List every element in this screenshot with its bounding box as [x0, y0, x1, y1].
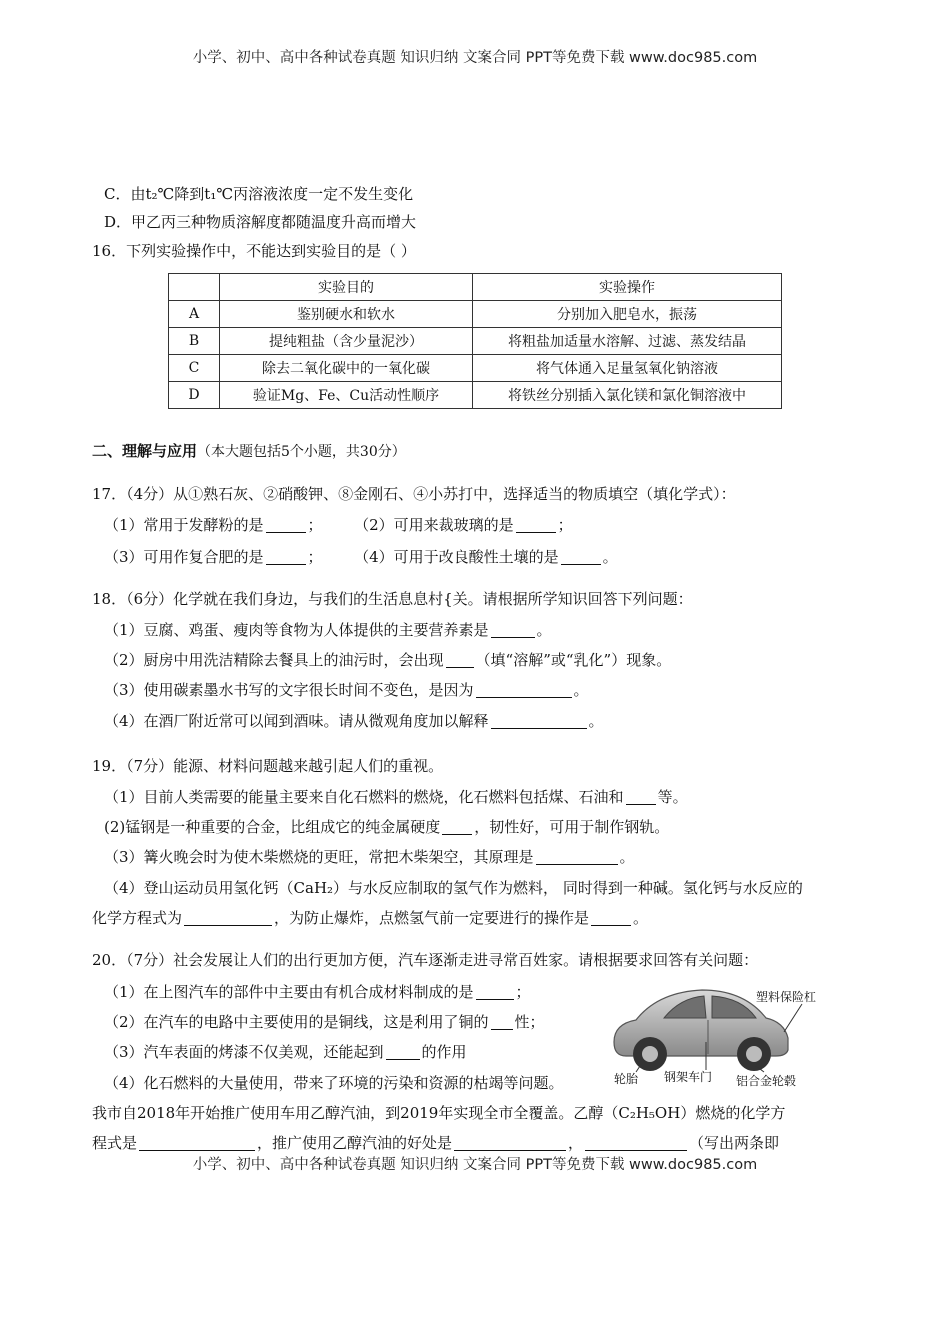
q20-stem: 20．（7分）社会发展让人们的出行更加方便，汽车逐渐走进寻常百姓家。请根据要求回答有关问题：: [92, 951, 759, 969]
table-cell: 将粗盐加适量水溶解、过滤、蒸发结晶: [473, 328, 782, 355]
table-cell: [169, 274, 220, 301]
answer-blank[interactable]: [585, 1135, 687, 1151]
label-bumper: 塑料保险杠: [756, 990, 817, 1004]
q18-part-2a: （2）厨房中用洗洁精除去餐具上的油污时，会出现: [104, 651, 444, 669]
table-row: [169, 355, 782, 382]
punct: ；: [307, 516, 323, 534]
q20-part-6a: 程式是: [92, 1134, 138, 1152]
table-row: [169, 301, 782, 328]
q18-part-1: （1）豆腐、鸡蛋、瘦肉等食物为人体提供的主要营养素是: [104, 621, 489, 639]
q20-part-1: （1）在上图汽车的部件中主要由有机合成材料制成的是: [104, 983, 474, 1001]
table-header-row: [169, 274, 782, 301]
section-2-title: 二、理解与应用: [92, 442, 198, 460]
punct: 。: [536, 621, 552, 639]
answer-blank[interactable]: [446, 652, 474, 668]
answer-blank[interactable]: [591, 910, 631, 926]
table-cell: 验证Mg、Fe、Cu活动性顺序: [220, 382, 473, 409]
q19-row-4: （4）登山运动员用氢化钙（CaH₂）与水反应制取的氢气作为燃料， 同时得到一种碱。氢化钙与水反应的: [104, 879, 803, 897]
answer-blank[interactable]: [561, 549, 601, 565]
answer-blank[interactable]: [516, 517, 556, 533]
q20-part-6c: ，: [568, 1134, 584, 1152]
q15-option-c: C．由t₂℃降到t₁℃丙溶液浓度一定不发生变化: [104, 185, 414, 203]
q19-part-3: （3）篝火晚会时为使木柴燃烧的更旺，常把木柴架空，其原理是: [104, 848, 534, 866]
label-wheel: 铝合金轮毂: [736, 1074, 797, 1088]
q19-part-2a: (2)锰钢是一种重要的合金，比组成它的纯金属硬度: [104, 818, 441, 836]
table-cell: A: [169, 301, 220, 328]
answer-blank[interactable]: [454, 1135, 566, 1151]
label-tire: 轮胎: [614, 1072, 639, 1086]
punct: 。: [619, 848, 635, 866]
table-cell: 分别加入肥皂水，振荡: [473, 301, 782, 328]
q19-part-1b: 等。: [657, 788, 688, 806]
section-2-note: （本大题包括5个小题，共30分）: [197, 444, 406, 460]
q18-row-3: [104, 680, 589, 700]
table-cell: 将铁丝分别插入氯化镁和氯化铜溶液中: [473, 382, 782, 409]
answer-blank[interactable]: [442, 819, 472, 835]
q19-row-3: [104, 847, 635, 867]
q20-row-3: [104, 1042, 467, 1062]
q19-part-1a: （1）目前人类需要的能量主要来自化石燃料的燃烧，化石燃料包括煤、石油和: [104, 788, 624, 806]
q19-row-5: [92, 908, 648, 928]
answer-blank[interactable]: [476, 984, 514, 1000]
q19-row-1: [104, 787, 688, 807]
table-header-operation: 实验操作: [473, 274, 782, 301]
q20-row-5: 我市自2018年开始推广使用车用乙醇汽油，到2019年实现全市全覆盖。乙醇（C₂H₅OH）燃烧的化学方: [92, 1104, 786, 1122]
punct: ；: [557, 516, 573, 534]
q16-stem: 16．下列实验操作中，不能达到实验目的是（ ）: [92, 242, 416, 260]
q18-row-1: [104, 620, 552, 640]
punct: ；: [307, 548, 323, 566]
q17-stem: 17．（4分）从①熟石灰、②硝酸钾、⑧金刚石、④小苏打中，选择适当的物质填空（填化学式）：: [92, 485, 736, 503]
q16-table: [168, 273, 782, 409]
answer-blank[interactable]: [184, 910, 272, 926]
label-door: 钢架车门: [664, 1070, 713, 1084]
q20-row-1: [104, 982, 531, 1002]
answer-blank[interactable]: [491, 713, 587, 729]
q18-part-3: （3）使用碳素墨水书写的文字很长时间不变色，是因为: [104, 681, 474, 699]
answer-blank[interactable]: [139, 1135, 255, 1151]
page-footer: 小学、初中、高中各种试卷真题 知识归纳 文案合同 PPT等免费下载 www.doc985.com: [192, 1157, 758, 1173]
answer-blank[interactable]: [491, 1014, 513, 1030]
q18-part-4: （4）在酒厂附近常可以闻到酒味。请从微观角度加以解释: [104, 712, 489, 730]
q18-row-4: [104, 711, 604, 731]
table-cell: 除去二氧化碳中的一氧化碳: [220, 355, 473, 382]
q20-part-3a: （3）汽车表面的烤漆不仅美观，还能起到: [104, 1043, 384, 1061]
table-cell: B: [169, 328, 220, 355]
q17-part-3: （3）可用作复合肥的是: [104, 548, 264, 566]
punct: 。: [633, 909, 649, 927]
q20-row-6: [92, 1133, 779, 1153]
q20-row-2: [104, 1012, 545, 1032]
q17-part-4: （4）可用于改良酸性土壤的是: [354, 548, 559, 566]
answer-blank[interactable]: [476, 682, 572, 698]
q17-part-1: （1）常用于发酵粉的是: [104, 516, 264, 534]
car-illustration: [606, 980, 838, 1090]
q18-part-2b: （填“溶解”或“乳化”）现象。: [475, 651, 672, 669]
q18-stem: 18．（6分）化学就在我们身边，与我们的生活息息村{关。请根据所学知识回答下列问题：: [92, 590, 693, 608]
table-cell: 提纯粗盐（含少量泥沙）: [220, 328, 473, 355]
q19-part-4b-a: 化学方程式为: [92, 909, 183, 927]
table-cell: 鉴别硬水和软水: [220, 301, 473, 328]
answer-blank[interactable]: [626, 789, 656, 805]
page-header: 小学、初中、高中各种试卷真题 知识归纳 文案合同 PPT等免费下载 www.doc985.com: [192, 50, 758, 66]
q17-part-2: （2）可用来裁玻璃的是: [354, 516, 514, 534]
table-row: [169, 328, 782, 355]
q17-row-1: [104, 515, 573, 535]
q20-part-3b: 的作用: [421, 1043, 467, 1061]
table-row: [169, 382, 782, 409]
answer-blank[interactable]: [386, 1044, 420, 1060]
answer-blank[interactable]: [491, 622, 535, 638]
q20-part-2b: 性；: [514, 1013, 545, 1031]
q20-part-6b: ，推广使用乙醇汽油的好处是: [257, 1134, 453, 1152]
table-cell: D: [169, 382, 220, 409]
answer-blank[interactable]: [536, 849, 618, 865]
section-2-heading: [92, 441, 406, 462]
answer-blank[interactable]: [266, 549, 306, 565]
q19-stem: 19．（7分）能源、材料问题越来越引起人们的重视。: [92, 757, 444, 775]
punct: ；: [515, 983, 531, 1001]
punct: 。: [573, 681, 589, 699]
table-cell: C: [169, 355, 220, 382]
q19-row-2: [104, 817, 669, 837]
q18-row-2: [104, 650, 671, 670]
q20-part-6d: （写出两条即: [689, 1134, 780, 1152]
q20-row-4: （4）化石燃料的大量使用，带来了环境的污染和资源的枯竭等问题。: [104, 1074, 564, 1092]
q17-row-2: [104, 547, 618, 567]
q19-part-2b: ，韧性好，可用于制作钢轨。: [474, 818, 670, 836]
table-cell: 将气体通入足量氢氧化钠溶液: [473, 355, 782, 382]
table-header-goal: 实验目的: [220, 274, 473, 301]
q20-part-2a: （2）在汽车的电路中主要使用的是铜线，这是利用了铜的: [104, 1013, 489, 1031]
answer-blank[interactable]: [266, 517, 306, 533]
q19-part-4b-b: ，为防止爆炸，点燃氢气前一定要进行的操作是: [274, 909, 590, 927]
q15-option-d: D．甲乙丙三种物质溶解度都随温度升高而增大: [104, 213, 417, 231]
punct: 。: [602, 548, 618, 566]
punct: 。: [588, 712, 604, 730]
